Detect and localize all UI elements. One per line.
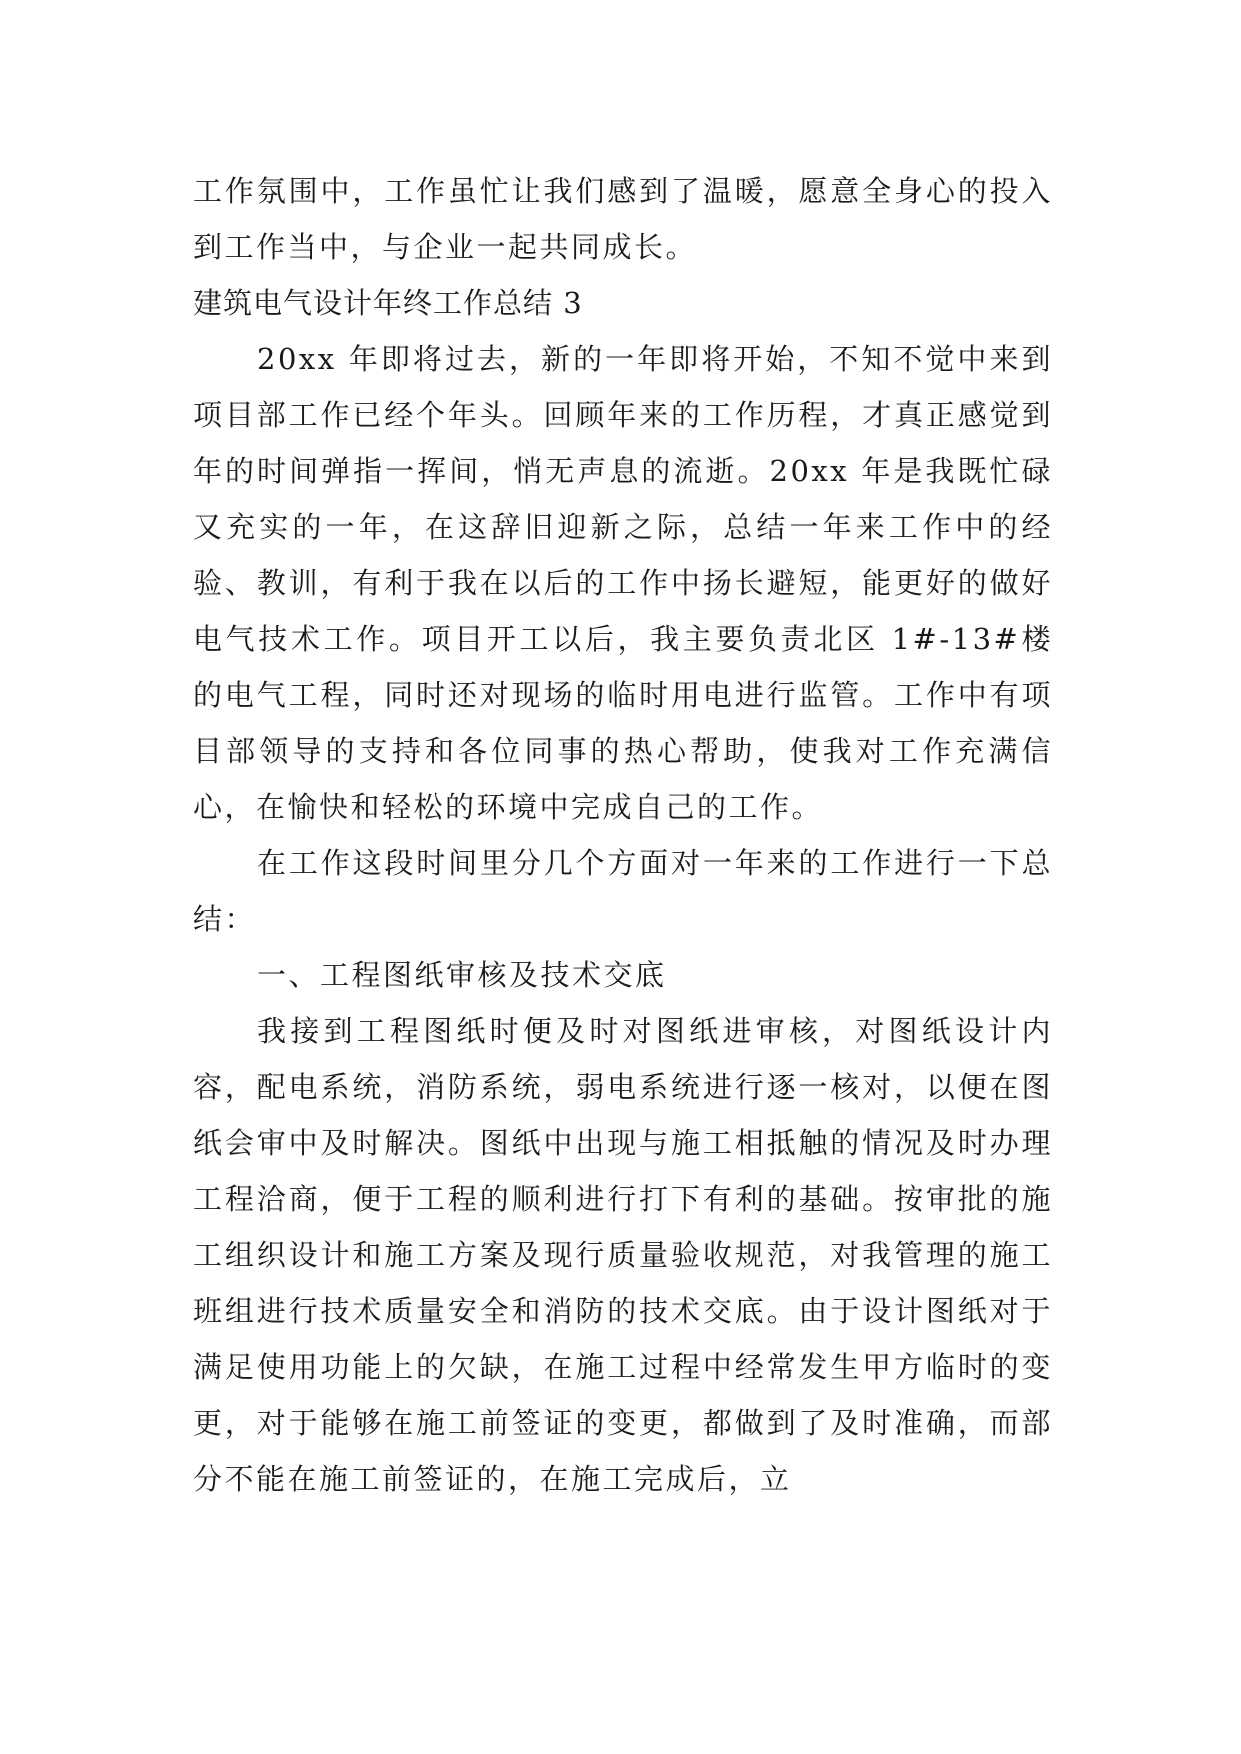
paragraph-intro: 20xx 年即将过去，新的一年即将开始，不知不觉中来到项目部工作已经个年头。回顾年来的工作历程，才真正感觉到年的时间弹指一挥间，悄无声息的流逝。20xx 年是我既忙碌又充实的一年，在这辞旧迎新之际，总结一年来工作中的经验、教训，有利于我在以后的工作中扬长避短，能更好的做好电气技术工作。项目开工以后，我主要负责北区 1#-13#楼的电气工程，同时还对现场的临时用电进行监管。工作中有项目部领导的支持和各位同事的热心帮助，使我对工作充满信心，在愉快和轻松的环境中完成自己的工作。	[193, 342, 1053, 824]
continued-paragraph: 工作氛围中，工作虽忙让我们感到了温暖，愿意全身心的投入到工作当中，与企业一起共同成长。	[193, 174, 1053, 264]
subsection-heading: 一、工程图纸审核及技术交底	[257, 958, 667, 992]
document-body	[193, 163, 1053, 1507]
section-title: 建筑电气设计年终工作总结 3	[193, 286, 583, 320]
paragraph-drawing-review: 我接到工程图纸时便及时对图纸进审核，对图纸设计内容，配电系统，消防系统，弱电系统进行逐一核对，以便在图纸会审中及时解决。图纸中出现与施工相抵触的情况及时办理工程洽商，便于工程的顺利进行打下有利的基础。按审批的施工组织设计和施工方案及现行质量验收规范，对我管理的施工班组进行技术质量安全和消防的技术交底。由于设计图纸对于满足使用功能上的欠缺，在施工过程中经常发生甲方临时的变更，对于能够在施工前签证的变更，都做到了及时准确，而部分不能在施工前签证的，在施工完成后，立	[193, 1014, 1053, 1496]
paragraph-summary-lead: 在工作这段时间里分几个方面对一年来的工作进行一下总结：	[193, 846, 1053, 936]
